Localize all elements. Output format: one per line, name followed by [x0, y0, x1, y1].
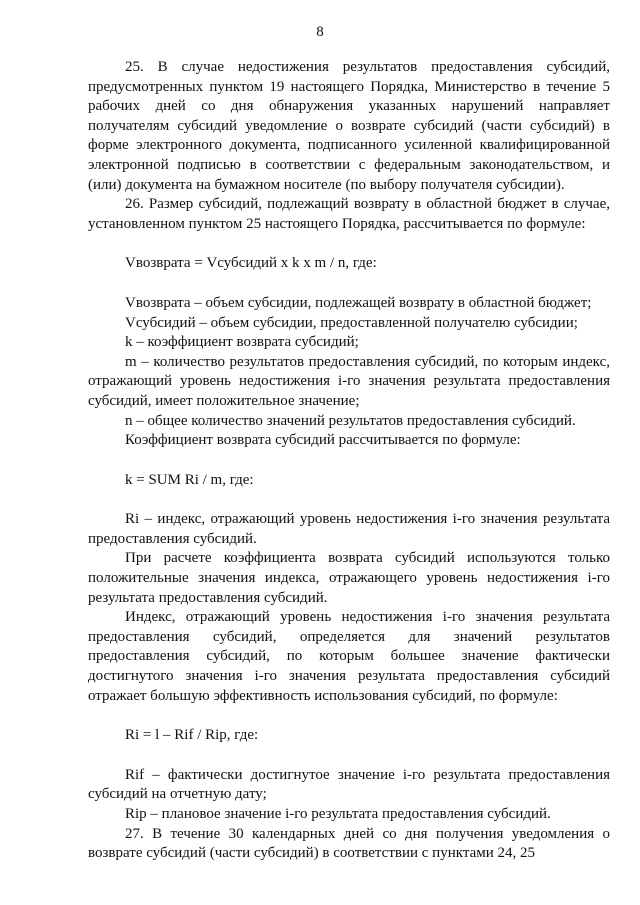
formula-index: Ri = l – Rif / Rip, где:	[125, 727, 259, 744]
definition-ri: Ri – индекс, отражающий уровень недостижения i-го значения результата предоставления субсидий.	[88, 511, 610, 547]
document-body	[88, 58, 610, 864]
positive-values-note: При расчете коэффициента возврата субсидий используются только положительные значения индекса, отражающего уровень недостижения i-го результата предоставления субсидий.	[88, 550, 610, 606]
definition-m: m – количество результатов предоставления субсидий, по которым индекс, отражающий уровень недостижения i-го значения результата предоставления субсидий, имеет положительное значение;	[88, 353, 610, 409]
index-definition: Индекс, отражающий уровень недостижения i-го значения результата предоставления субсидий, определяется для значений результатов предоставления субсидий, по которым большее значение фактически достигнутого значения i-го значения результата предоставления субсидий отражает большую эффективность использования субсидий, по формуле:	[88, 609, 610, 704]
paragraph-27: 27. В течение 30 календарных дней со дня получения уведомления о возврате субсидий (части субсидий) в соответствии с пунктами 24, 25	[88, 825, 610, 862]
page-number: 8	[316, 24, 324, 40]
paragraph-26: 26. Размер субсидий, подлежащий возврату в областной бюджет в случае, установленном пунктом 25 настоящего Порядка, рассчитывается по формуле:	[88, 196, 610, 232]
definition-rif: Rif – фактически достигнутое значение i-го результата предоставления субсидий на отчетную дату;	[88, 766, 610, 803]
formula-return-volume: Vвозврата = Vсубсидий x k x m / n, где:	[125, 255, 377, 272]
coefficient-intro: Коэффициент возврата субсидий рассчитывается по формуле:	[125, 432, 521, 449]
paragraph-25: 25. В случае недостижения результатов предоставления субсидий, предусмотренных пунктом 19 настоящего Порядка, Министерство в течение 5 рабочих дней со дня обнаружения указанных нарушений направляет получателям субсидий уведомление о возврате субсидий (части субсидий) в форме электронного документа, подписанного усиленной квалифицированной электронной подписью в соответствии с федеральным законодательством, и (или) документа на бумажном носителе (по выбору получателя субсидии).	[88, 59, 610, 193]
definition-rip: Rip – плановое значение i-го результата предоставления субсидий.	[125, 806, 551, 822]
definition-k: k – коэффициент возврата субсидий;	[125, 334, 359, 351]
formula-coefficient: k = SUM Ri / m, где:	[125, 471, 254, 488]
definition-v-return: Vвозврата – объем субсидии, подлежащей возврату в областной бюджет;	[125, 294, 592, 311]
definition-n: n – общее количество значений результатов предоставления субсидий.	[125, 412, 576, 429]
definition-v-subsidy: Vсубсидий – объем субсидии, предоставленной получателю субсидии;	[125, 314, 578, 331]
